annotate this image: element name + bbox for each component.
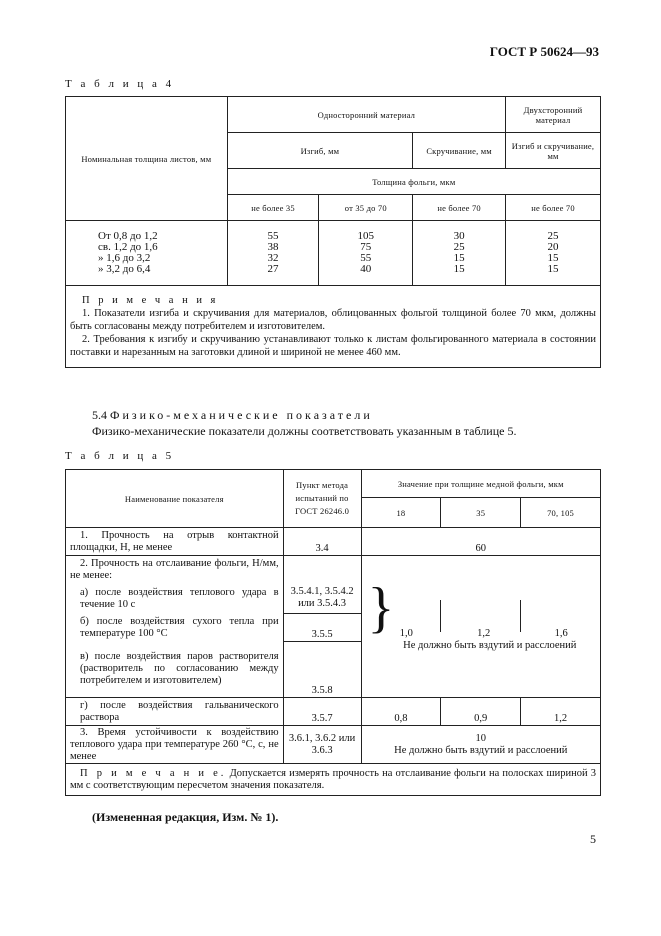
t4-two-sided-header: Двухсторонний материал [506, 97, 601, 133]
t5-r2g-method: 3.5.7 [283, 698, 361, 726]
t4-notes [66, 286, 601, 368]
t5-name-header: Наименование показателя [66, 470, 284, 528]
t4-col1-values [227, 221, 319, 286]
t4-thickness-cell [66, 221, 228, 286]
t4-notes-title: П р и м е ч а н и я [82, 295, 219, 306]
t5-r3-values [361, 726, 600, 764]
table-5 [65, 469, 601, 796]
t4-value: 27 [267, 263, 279, 275]
t5-r2-v18: 1,0 [399, 627, 413, 639]
t5-r3-text: Не должно быть вздутий и расслоений [394, 744, 568, 756]
document-header: ГОСТ Р 50624—93 [489, 44, 599, 59]
t4-col4-values [506, 221, 601, 286]
table-4 [65, 96, 601, 368]
t5-r2a-method: 3.5.4.1, 3.5.4.2 или 3.5.4.3 [283, 584, 361, 614]
t5-note [66, 764, 601, 796]
t5-note-text: Допускается измерять прочность на отслаивание фольги на полосках шириной 3 мм с соответствующим пересчетом значения показателя. [70, 767, 596, 791]
t5-r2-values [361, 556, 600, 698]
t4-sub3: не более 70 [413, 195, 506, 221]
t4-note-2: 2. Требования к изгибу и скручиванию устанавливают только к листам фольгированного материала в состоянии поставки и нарезанным на заготовки длиной и шириной не менее 460 мм. [70, 334, 596, 358]
section-heading [92, 408, 373, 423]
t5-70-header: 70, 105 [521, 498, 601, 528]
t4-value: 15 [453, 252, 465, 264]
t5-r2-method-empty [283, 556, 361, 584]
table4-caption: Т а б л и ц а 4 [65, 78, 175, 90]
table5-caption: Т а б л и ц а 5 [65, 450, 175, 462]
t5-r2c-name: в) после воздействия паров растворителя (растворитель по согласованию между потребителем и изготовителем) [66, 642, 284, 698]
t4-foil-thickness-header: Толщина фольги, мкм [227, 169, 600, 195]
t4-sub4: не более 70 [506, 195, 601, 221]
t5-r1-name: 1. Прочность на отрыв контактной площадки, Н, не менее [66, 528, 284, 556]
t5-r2-name: 2. Прочность на отслаивание фольги, Н/мм, не менее: [66, 556, 284, 584]
t5-note-title: П р и м е ч а н и е. [80, 767, 227, 779]
t4-row-label: » 3,2 до 6,4 [98, 263, 151, 275]
t5-r1-method: 3.4 [283, 528, 361, 556]
t5-r2g-v18: 0,8 [361, 698, 441, 726]
t4-bend-twist-header: Изгиб и скручивание, мм [506, 133, 601, 169]
page-number: 5 [590, 832, 596, 846]
t5-r3-name: 3. Время устойчивости к воздействию теплового удара при температуре 260 °С, с, не менее [66, 726, 284, 764]
t5-r2-divider [440, 600, 441, 632]
t4-value: 55 [267, 230, 279, 242]
t4-value: 25 [547, 230, 559, 242]
t5-r2g-name: г) после воздействия гальванического раствора [66, 698, 284, 726]
t4-value: 32 [267, 252, 279, 264]
t5-r2-v70: 1,6 [554, 627, 568, 639]
t4-value: 15 [547, 263, 559, 275]
t4-value: 75 [360, 241, 372, 253]
t4-row-label: » 1,6 до 3,2 [98, 252, 151, 264]
t4-value: 105 [357, 230, 375, 242]
t4-note-1: 1. Показатели изгиба и скручивания для материалов, облицованных фольгой толщиной более 70 мкм, должны быть согласованы между потребителем и изготовителем. [70, 308, 596, 332]
t5-r2g-v35: 0,9 [441, 698, 521, 726]
brace-icon: } [367, 577, 395, 639]
t5-18-header: 18 [361, 498, 441, 528]
t4-value: 25 [453, 241, 465, 253]
t5-r3-value: 10 [475, 732, 486, 744]
t5-r2b-method: 3.5.5 [283, 614, 361, 642]
section-number: 5.4 [92, 408, 107, 422]
t4-one-sided-header: Односторонний материал [227, 97, 505, 133]
t4-col2-values [319, 221, 413, 286]
t4-bend-header: Изгиб, мм [227, 133, 413, 169]
t4-value: 38 [267, 241, 279, 253]
t4-col0-header: Номинальная толщина листов, мм [66, 97, 228, 221]
t4-sub2: от 35 до 70 [319, 195, 413, 221]
t5-r2b-name: б) после воздействия сухого тепла при температуре 100 °С [66, 614, 284, 642]
t4-twist-header: Скручивание, мм [413, 133, 506, 169]
t5-r2-divider [520, 600, 521, 632]
t5-r2g-v70: 1,2 [521, 698, 601, 726]
section-text: Физико-механические показатели должны соответствовать указанным в таблице 5. [92, 424, 517, 438]
amendment-note: (Измененная редакция, Изм. № 1). [92, 810, 279, 824]
t4-col3-values [413, 221, 506, 286]
t4-value: 20 [547, 241, 559, 253]
t5-r2a-name: а) после воздействия теплового удара в течение 10 с [66, 584, 284, 614]
t5-value-header: Значение при толщине медной фольги, мкм [361, 470, 600, 498]
t4-value: 40 [360, 263, 372, 275]
t5-r2-text: Не должно быть вздутий и расслоений [403, 639, 577, 651]
t5-r2c-method: 3.5.8 [283, 642, 361, 698]
t5-r1-value: 60 [361, 528, 600, 556]
t5-method-header: Пункт метода испытаний по ГОСТ 26246.0 [283, 470, 361, 528]
t4-sub1: не более 35 [227, 195, 319, 221]
t5-35-header: 35 [441, 498, 521, 528]
t5-r2-values-row [368, 628, 600, 640]
t5-r2-v35: 1,2 [477, 627, 491, 639]
section-title: Физико-механические показатели [110, 408, 373, 422]
t4-row-label: От 0,8 до 1,2 [98, 230, 158, 242]
t4-value: 30 [453, 230, 465, 242]
t4-value: 15 [547, 252, 559, 264]
t4-row-label: св. 1,2 до 1,6 [98, 241, 158, 253]
t4-value: 55 [360, 252, 372, 264]
t4-value: 15 [453, 263, 465, 275]
t5-r3-method: 3.6.1, 3.6.2 или 3.6.3 [283, 726, 361, 764]
